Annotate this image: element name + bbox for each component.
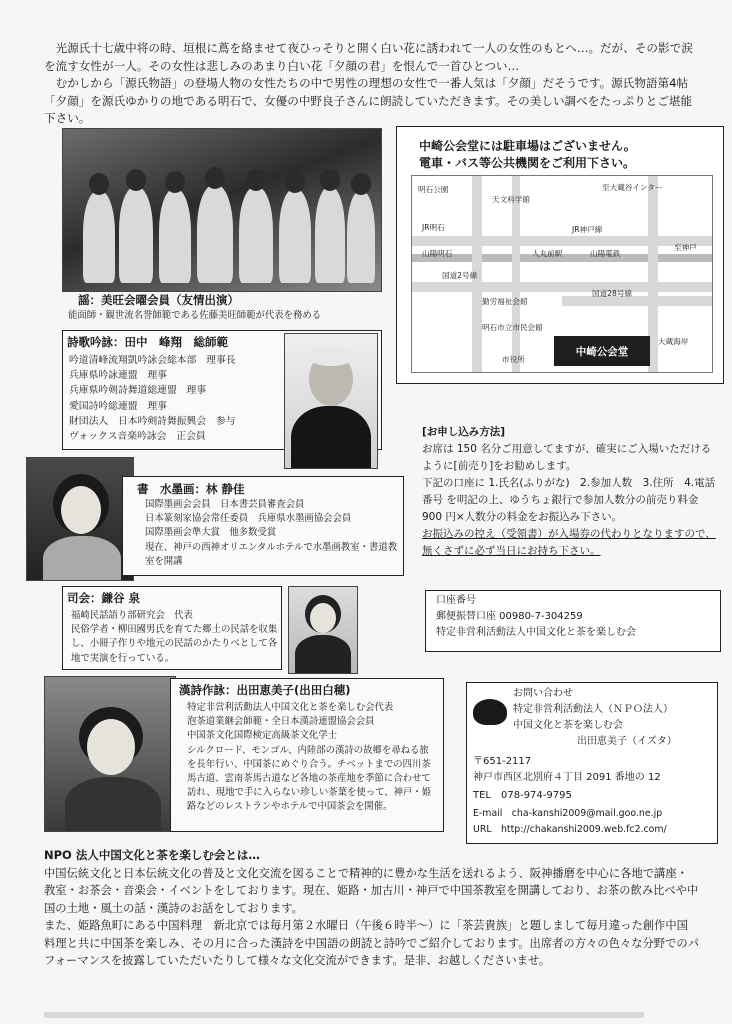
hayashi-portrait <box>26 457 134 581</box>
bank-box <box>425 590 721 652</box>
utai-desc: 能面師・観世流名誉師範である佐藤美旺師範が代表を務める <box>68 310 322 321</box>
kanshi-line: 特定非営利活動法人中国文化と茶を楽しむ会代表 <box>187 702 394 713</box>
map-label: 天文科学館 <box>492 195 530 204</box>
map-label: 山陽電鉄 <box>590 249 621 258</box>
shikai-title: 司会：鎌谷 泉 <box>67 591 141 605</box>
contact-address: 神戸市西区北別府４丁目 2091 番地の 12 <box>473 772 661 783</box>
npo-heading: NPO 法人中国文化と茶を楽しむ会とは… <box>44 848 260 862</box>
kanshi-line: シルクロード、モンゴル、内陸部の漢詩の故郷を尋ねる旅を長年行い、中国茶にめぐり合う。チベットまでの四川茶馬古道、雲南茶馬古道など各地の茶産地を季節に合わせて訪れ、現地で手に入らない珍しい茶葉を使って、神戸・姫路などのレストランやホテルで中国茶会を開催。 <box>187 744 432 813</box>
npo-paragraph-2: また、姫路魚町にある中国料理 新北京では毎月第２水曜日（午後６時半～）に「茶芸貴族」と題しまして毎月違った創作中国料理と共に中国茶を楽しみ、その月に合った漢詩を中国語の朗読と詩吟でご紹介しております。出席者の方々の色々な分野でのパフォーマンスを披露していただいたりして様々な文化交流ができます。是非、お越しくださいませ。 <box>44 919 699 967</box>
group-photo <box>62 128 382 292</box>
contact-org-2: 中国文化と茶を楽しむ会 <box>513 720 623 731</box>
map-drawing <box>411 175 713 373</box>
contact-url: URL http://chakanshi2009.web.fc2.com/ <box>473 824 667 835</box>
bank-number: 郵便振替口座 00980-7-304259 <box>436 611 583 622</box>
contact-email: E-mail cha-kanshi2009@mail.goo.ne.jp <box>473 808 663 819</box>
shigin-line: ヴォックス音楽吟詠会 正会員 <box>69 431 206 443</box>
contact-heading: お問い合わせ <box>513 688 573 699</box>
kanshi-line: 泡茶道業継会師範・全日本漢詩連盟協会会員 <box>187 716 375 728</box>
shikai-line: 民俗学者・柳田國男氏を育てた郷土の民話を収集し、小冊子作りや地元の民話のかたりべとして各地で実演を行っている。 <box>71 624 278 664</box>
map-label: 至神戸 <box>674 243 697 252</box>
map-label: 山陽明石 <box>422 249 453 258</box>
sho-line: 国際墨画会準大賞 他多数受賞 <box>145 527 277 539</box>
map-label: 明石市立市民会館 <box>482 323 543 332</box>
map-label: 国道28号線 <box>592 289 633 298</box>
npo-section <box>44 847 699 970</box>
apply-heading: [お申し込み方法] <box>422 426 506 438</box>
shigin-line: 兵庫県吟詠連盟 理事 <box>69 370 167 382</box>
map-label: 勤労福祉会館 <box>482 297 528 306</box>
bank-name: 特定非営利活動法人中国文化と茶を楽しむ会 <box>436 627 636 638</box>
bottom-rule <box>44 1012 644 1018</box>
access-map <box>396 126 724 384</box>
apply-text-1: お席は 150 名分ご用意してますが、確実にご入場いただけるように[前売り]をお勧めします。 <box>422 443 712 472</box>
contact-zip: 〒651-2117 <box>473 756 532 767</box>
intro-text <box>44 40 694 128</box>
map-label: 人丸前駅 <box>532 249 563 258</box>
tanaka-portrait <box>284 333 378 469</box>
sho-line: 現在、神戸の西神オリエンタルホテルで水墨画教室・書道教室を開講 <box>145 541 398 567</box>
map-notice-2: 電車・バス等公共機関をご利用下さい。 <box>419 156 636 170</box>
apply-text-3: お振込みの控え（受領書）が入場券の代わりとなりますので、無くさずに必ず当日にお持ち下さい。 <box>422 528 716 557</box>
sho-line: 日本篆刻家協会常任委員 兵庫県水墨画協会会員 <box>145 513 352 525</box>
shigin-line: 兵庫県吟剣詩舞道総連盟 理事 <box>69 385 207 397</box>
map-label: JR明石 <box>422 223 445 232</box>
contact-person: 出田恵美子（イズタ） <box>577 736 677 747</box>
map-hall-marker: 中崎公会堂 <box>554 336 650 366</box>
map-notice-1: 中崎公会堂には駐車場はございません。 <box>419 139 636 153</box>
shikai-line: 福崎民話語り部研究会 代表 <box>71 610 193 621</box>
kanshi-box <box>170 678 444 832</box>
intro-paragraph-1: 光源氏十七歳中将の時、垣根に蔦を絡ませて夜ひっそりと開く白い花に誘われて一人の女性のもとへ…。だが、その影で涙を流す女性が一人。その女性は悲しみのあまり白い花「夕顔の君」を恨んで一首ひとつい… <box>44 41 693 73</box>
contact-tel: TEL 078-974-9795 <box>473 790 572 801</box>
shikai-box <box>62 586 282 670</box>
shikai-lines <box>63 609 281 666</box>
shigin-line: 財団法人 日本吟剣詩舞振興会 参与 <box>69 415 236 427</box>
shigin-line: 愛国詩吟総連盟 理事 <box>69 400 167 412</box>
intro-paragraph-2: むかしから「源氏物語」の登場人物の女性たちの中で男性の理想の女性で一番人気は「夕顔」だそうです。源氏物語第4帖「夕顔」を源氏ゆかりの地である明石で、女優の中野良子さんに朗読していただきます。その美しい調べをたっぷりとご堪能下さい。 <box>44 76 693 125</box>
izuta-portrait <box>44 676 176 832</box>
shigin-line: 吟道清峰流翔凱吟詠会総本部 理事長 <box>69 355 236 366</box>
sho-box <box>122 476 404 576</box>
apply-section <box>422 424 718 560</box>
map-label: 至大蔵谷インター <box>602 183 663 192</box>
kanshi-lines <box>171 701 443 815</box>
kamatani-portrait <box>288 586 358 674</box>
map-label: JR神戸線 <box>572 225 603 234</box>
apply-text-2: 下記の口座に 1.氏名(ふりがな) 2.参加人数 3.住所 4.電話番号 を明記の上、ゆうちょ銀行で参加人数分の前売り料金 900 円×人数分の料金をお振込み下さい。 <box>422 477 716 523</box>
bank-label: 口座番号 <box>436 595 476 606</box>
contact-org-1: 特定非営利活動法人（ＮＰＯ法人） <box>513 704 673 715</box>
utai-title: 謡：美旺会曜会員（友情出演） <box>78 293 239 307</box>
kanshi-title: 漢詩作詠：出田恵美子(出田白穂) <box>179 683 351 697</box>
map-label: 国道2号線 <box>442 271 478 280</box>
npo-paragraph-1: 中国伝統文化と日本伝統文化の普及と文化交流を図ることで精神的に豊かな生活を送れるよう、阪神播磨を中心に各地で講座・教室・お茶会・音楽会・イベントをしております。現在、姫路・加古川・神戸で中国茶教室を開講しており、お茶の飲み比べや中国の土地・風土の話・漢詩のお話をしております。 <box>44 866 699 915</box>
map-label: 明石公園 <box>418 185 449 194</box>
map-label: 市役所 <box>502 355 525 364</box>
shigin-title: 詩歌吟詠：田中 峰翔 総師範 <box>67 335 228 349</box>
org-logo <box>473 699 507 725</box>
sho-lines <box>123 498 403 569</box>
contact-box <box>466 682 718 844</box>
map-label: 大蔵海岸 <box>658 337 689 346</box>
kanshi-line: 中国茶文化国際検定高級茶文化学士 <box>187 730 338 742</box>
utai-caption <box>68 292 368 323</box>
sho-title: 書 水墨画：林 静佳 <box>137 482 245 496</box>
sho-line: 国際墨画会会員 日本書芸員審査会員 <box>145 499 305 510</box>
